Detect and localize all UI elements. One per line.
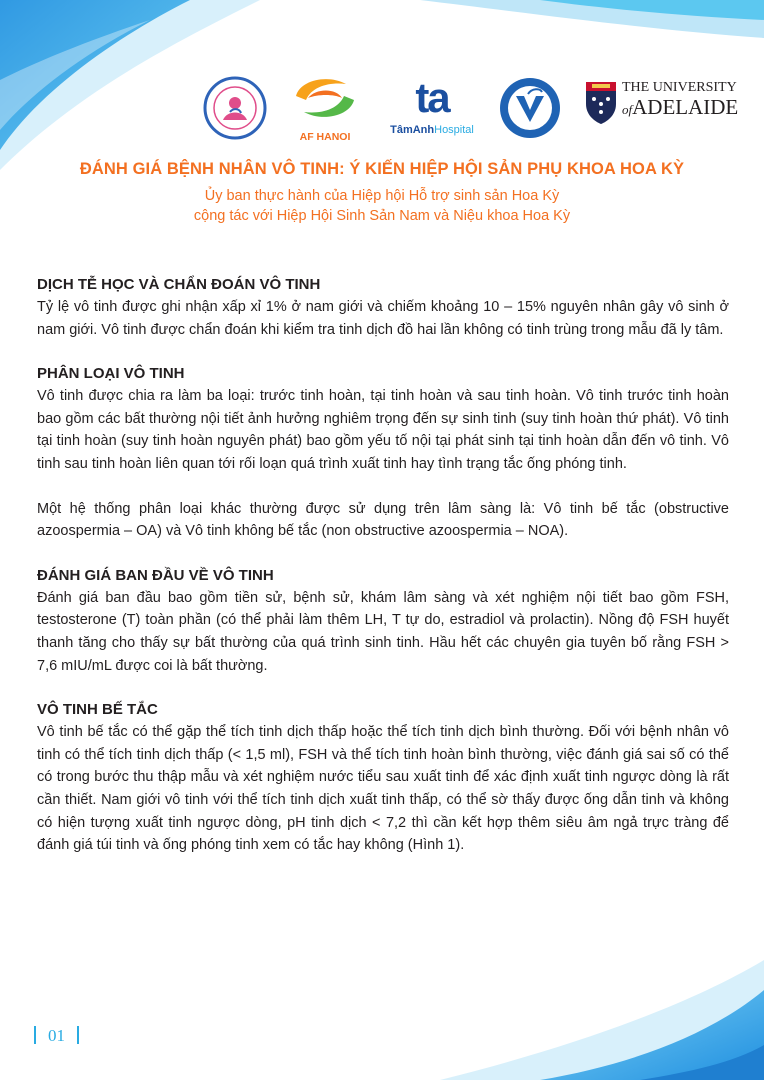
document-title: ĐÁNH GIÁ BỆNH NHÂN VÔ TINH: Ý KIẾN HIỆP HỘI SẢN PHỤ KHOA HOA KỲ	[79, 160, 685, 178]
subtitle-line-1: Ủy ban thực hành của Hiệp hội Hỗ trợ sinh sản Hoa Kỳ	[204, 188, 560, 204]
af-hanoi-logo	[290, 74, 360, 142]
section-heading: PHÂN LOẠI VÔ TINH	[37, 365, 185, 383]
af-hanoi-mark-icon	[290, 74, 360, 122]
tam-anh-text: TâmAnh	[390, 124, 435, 136]
section-epidemiology	[37, 274, 729, 341]
section-obstructive-azoospermia	[37, 699, 729, 857]
subtitle-line-2: cộng tác với Hiệp Hội Sinh Sản Nam và Niệu khoa Hoa Kỳ	[193, 208, 571, 224]
adelaide-of: of	[622, 102, 633, 117]
adelaide-line2: ADELAIDE	[632, 95, 739, 119]
university-seal-logo	[498, 76, 562, 140]
tam-anh-logo	[384, 74, 480, 140]
paragraph: Vô tinh bế tắc có thể gặp thể tích tinh dịch thấp hoặc thể tích tinh dịch bình thường. Đối với bệnh nhân vô tinh có thể tích tinh dịch thấp (< 1,5 ml), FSH và thể tích tinh hoàn bình thường, việc đánh giá sai số có thể có trong bước thu thập mẫu và xét nghiệm nước tiểu sau xuất tinh để xác định xuất tinh ngược dòng là rất cần thiết. Nam giới vô tinh với thể tích tinh dịch xuất tinh thấp, có thể sờ thấy được ống dẫn tinh và không có hiện tượng xuất tinh ngược dòng, pH tinh dịch < 7,2 thì cần kết hợp thêm siêu âm ngả trực tràng để đánh giá túi tinh và ống phóng tinh xem có tắc hay không (Hình 1).	[37, 724, 729, 854]
tam-anh-mark: ta	[415, 74, 449, 121]
section-classification	[37, 363, 729, 543]
paragraph: Một hệ thống phân loại khác thường được sử dụng trên lâm sàng là: Vô tinh bế tắc (obstructive azoospermia – OA) và Vô tinh không bế tắc (non obstructive azoospermia – NOA).	[37, 500, 729, 540]
section-initial-evaluation	[37, 565, 729, 677]
page-number-value: 01	[48, 1026, 65, 1045]
section-heading: DỊCH TỄ HỌC VÀ CHẨN ĐOÁN VÔ TINH	[37, 276, 321, 293]
document-header	[0, 160, 764, 226]
section-heading: ĐÁNH GIÁ BAN ĐẦU VỀ VÔ TINH	[37, 566, 274, 584]
hospital-text: Hospital	[434, 124, 474, 136]
document-subtitle	[0, 186, 764, 226]
adelaide-line1: THE UNIVERSITY	[622, 80, 737, 95]
section-heading: VÔ TINH BẾ TẮC	[37, 701, 158, 719]
af-hanoi-text: AF HANOI	[299, 131, 351, 143]
adelaide-crest-icon	[584, 80, 618, 124]
document-body	[37, 274, 729, 879]
adelaide-logo	[584, 80, 739, 138]
page-number-divider	[34, 1026, 36, 1044]
hospital-seal-logo	[203, 76, 267, 140]
logo-bar	[0, 74, 764, 144]
paragraph: Vô tinh được chia ra làm ba loại: trước tinh hoàn, tại tinh hoàn và sau tinh hoàn. Vô tinh trước tinh hoàn bao gồm các bất thường nội tiết ảnh hưởng nghiêm trọng đến sự sinh tinh (suy tinh hoàn thứ phát). Vô tinh tại tinh hoàn (suy tinh hoàn nguyên phát) bao gồm yếu tố nội tại phát sinh tại tinh hoàn dẫn đến vô tinh. Vô tinh sau tinh hoàn liên quan tới rối loạn quá trình xuất tinh hay tình trạng tắc ống phóng tinh.	[37, 388, 729, 472]
paragraph: Tỷ lệ vô tinh được ghi nhận xấp xỉ 1% ở nam giới và chiếm khoảng 10 – 15% nguyên nhân gây vô sinh ở nam giới. Vô tinh được chẩn đoán khi kiểm tra tinh dịch đồ hai lần không có tinh trùng trong mẫu đã ly tâm.	[37, 299, 729, 338]
page-number	[34, 1026, 79, 1046]
page-number-divider	[77, 1026, 79, 1044]
paragraph: Đánh giá ban đầu bao gồm tiền sử, bệnh sử, khám lâm sàng và xét nghiệm nội tiết bao gồm FSH, testosterone (T) toàn phần (có thể phải làm thêm LH, T tự do, estradiol và prolactin). Nồng độ FSH huyết thanh tăng cho thấy sự bất thường của quá trình sinh tinh. Hầu hết các chuyên gia tuyên bố rằng FSH > 7,6 mIU/mL được coi là bất thường.	[37, 589, 729, 674]
